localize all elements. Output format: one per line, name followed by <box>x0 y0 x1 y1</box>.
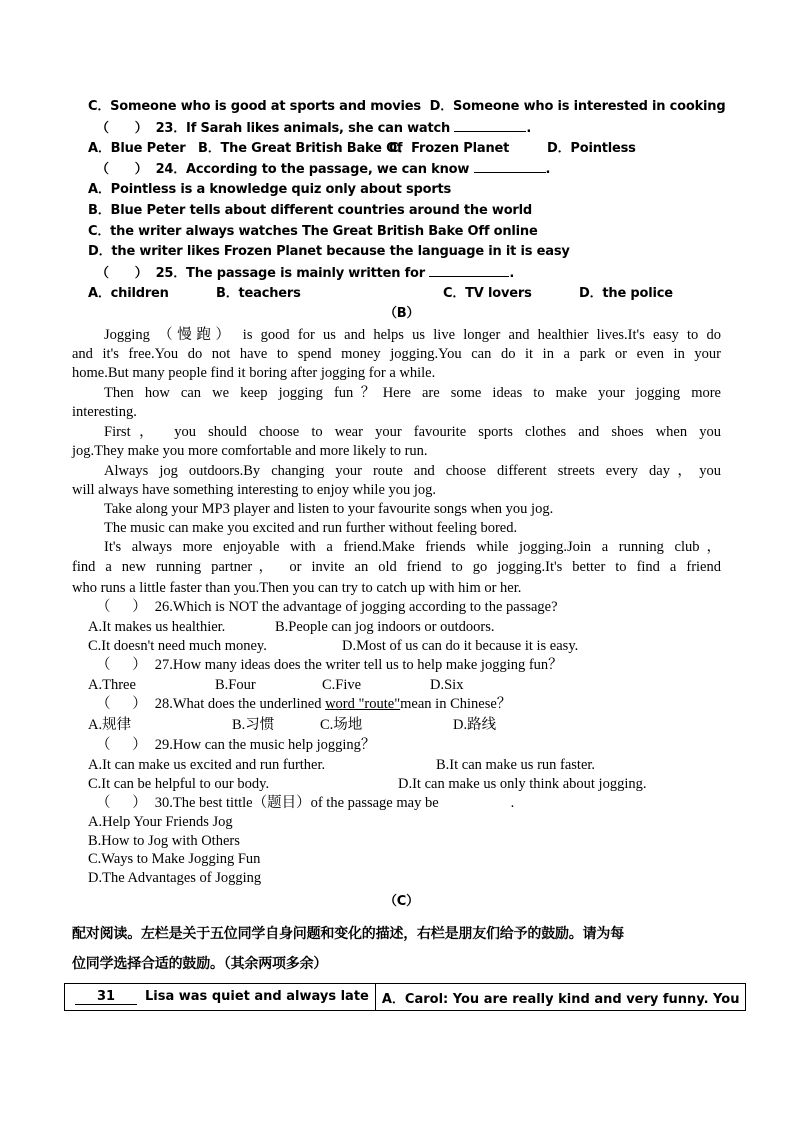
q23-option-b: B．The Great British Bake Of <box>198 141 403 156</box>
passage-line: It's always more enjoyable with a friend.Make friends while jogging.Join a running club， <box>104 539 721 555</box>
q28-option-d: D.路线 <box>453 717 497 733</box>
answer-paren[interactable]: （ ） <box>96 162 148 177</box>
answer-blank[interactable] <box>474 160 546 173</box>
matching-table <box>64 983 746 1011</box>
q23-question: （ ） 23．If Sarah likes animals, she can watch . <box>96 121 532 136</box>
section-c-instructions: 位同学选择合适的鼓励。（其余两项多余） <box>72 956 328 972</box>
answer-paren[interactable]: （ ） <box>96 266 148 281</box>
q26-question: （ ） 26.Which is NOT the advantage of jogging according to the passage? <box>96 599 558 615</box>
passage-line: The music can make you excited and run further without feeling bored. <box>104 520 518 536</box>
passage-line: interesting. <box>72 404 137 420</box>
q30-option-b: B.How to Jog with Others <box>88 833 240 849</box>
passage-line: find a new running partner， or invite an old friend to go jogging.It's better to find a friend <box>72 559 721 575</box>
passage-line: First， you should choose to wear your favourite sports clothes and shoes when you <box>104 424 721 440</box>
q26-option-b: B.People can jog indoors or outdoors. <box>275 619 495 635</box>
q28-option-c: C.场地 <box>320 717 363 733</box>
passage-line: home.But many people find it boring after jogging for a while. <box>72 365 436 381</box>
q27-question: （ ） 27.How many ideas does the writer tell us to help make jogging fun？ <box>96 657 563 673</box>
q27-option-c: C.Five <box>322 677 362 693</box>
underlined-word: word "route" <box>325 696 401 712</box>
table-cell-right: A．Carol: You are really kind and very funny. You <box>375 984 746 1011</box>
q23-option-a: A．Blue Peter <box>88 141 186 156</box>
q27-option-a: A.Three <box>88 677 136 693</box>
q24-question: （ ） 24．According to the passage, we can know . <box>96 162 551 177</box>
q30-option-a: A.Help Your Friends Jog <box>88 814 233 830</box>
answer-paren[interactable]: （ ） <box>96 795 147 811</box>
q24-option-b: B．Blue Peter tells about different countries around the world <box>88 203 532 218</box>
q29-option-b: B.It can make us run faster. <box>436 757 596 773</box>
q29-option-c: C.It can be helpful to our body. <box>88 776 270 792</box>
section-b-heading: （B） <box>384 306 420 321</box>
answer-paren[interactable]: （ ） <box>96 657 147 673</box>
answer-paren[interactable]: （ ） <box>96 599 147 615</box>
q28-option-a: A.规律 <box>88 717 132 733</box>
answer-blank[interactable]: 31 <box>75 990 137 1005</box>
q25-option-a: A．children <box>88 286 169 301</box>
q29-option-a: A.It can make us excited and run further. <box>88 757 326 773</box>
q27-option-d: D.Six <box>430 677 464 693</box>
q24-option-a: A．Pointless is a knowledge quiz only about sports <box>88 182 452 197</box>
section-c-instructions: 配对阅读。左栏是关于五位同学自身问题和变化的描述，右栏是朋友们给予的鼓励。请为每 <box>72 926 624 942</box>
passage-line: Then how can we keep jogging fun？Here are some ideas to make your jogging more <box>104 385 721 401</box>
q23-option-d: D．Pointless <box>547 141 636 156</box>
q30-option-c: C.Ways to Make Jogging Fun <box>88 851 261 867</box>
answer-blank[interactable] <box>454 119 526 132</box>
answer-paren[interactable]: （ ） <box>96 121 148 136</box>
q25-question: （ ） 25．The passage is mainly written for . <box>96 266 515 281</box>
passage-line: Take along your MP3 player and listen to your favourite songs when you jog. <box>104 501 554 517</box>
passage-line: jog.They make you more comfortable and more likely to run. <box>72 443 428 459</box>
section-c-heading: （C） <box>384 894 419 909</box>
q25-option-c: C．TV lovers <box>443 286 532 301</box>
answer-paren[interactable]: （ ） <box>96 696 147 712</box>
q29-option-d: D.It can make us only think about jogging. <box>398 776 647 792</box>
passage-line: and it's free.You do not have to spend money jogging.You can do it in a park or even in your <box>72 346 721 362</box>
passage-line: will always have something interesting to enjoy while you jog. <box>72 482 437 498</box>
table-row <box>65 984 746 1011</box>
q28-question: （ ） 28.What does the underlined word "route"mean in Chinese？ <box>96 696 512 712</box>
q25-option-d: D．the police <box>579 286 673 301</box>
table-cell-left: 31 Lisa was quiet and always late <box>65 984 376 1011</box>
passage-line: who runs a little faster than you.Then you can try to catch up with him or her. <box>72 580 522 596</box>
q23-option-c: C．Frozen Planet <box>389 141 510 156</box>
q28-option-b: B.习惯 <box>232 717 275 733</box>
q30-option-d: D.The Advantages of Jogging <box>88 870 262 886</box>
q26-option-d: D.Most of us can do it because it is easy. <box>342 638 579 654</box>
q26-option-c: C.It doesn't need much money. <box>88 638 267 654</box>
q25-option-b: B．teachers <box>216 286 301 301</box>
passage-line: Always jog outdoors.By changing your route and choose different streets every day，you <box>104 463 721 479</box>
q27-option-b: B.Four <box>215 677 256 693</box>
q24-option-d: D．the writer likes Frozen Planet because the language in it is easy <box>88 244 570 259</box>
q22-options-cd: C．Someone who is good at sports and movies D．Someone who is interested in cooking <box>88 99 726 114</box>
q30-question: （ ） 30.The best tittle（题目）of the passage may be . <box>96 795 515 811</box>
q29-question: （ ） 29.How can the music help jogging？ <box>96 737 376 753</box>
answer-paren[interactable]: （ ） <box>96 737 147 753</box>
answer-blank[interactable] <box>429 264 509 277</box>
q26-option-a: A.It makes us healthier. <box>88 619 226 635</box>
q24-option-c: C．the writer always watches The Great British Bake Off online <box>88 224 538 239</box>
passage-line: Jogging （慢跑） is good for us and helps us live longer and healthier lives.It's easy to do <box>104 327 721 343</box>
